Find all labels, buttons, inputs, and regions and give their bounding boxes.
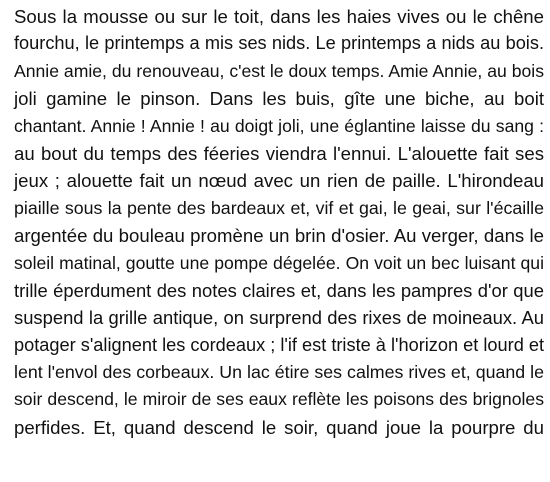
text-line-10: soleil matinal, goutte une pompe dégelée. On voit un bec luisant qui — [14, 252, 544, 273]
text-line-7: jeux ; alouette fait un nœud avec un rien de paille. L'hirondeau — [14, 170, 544, 192]
text-line-6: au bout du temps des féeries viendra l'ennui. L'alouette fait ses — [14, 142, 544, 164]
text-line-16: perfides. Et, quand descend le soir, quand joue la pourpre du — [14, 416, 544, 438]
text-line-8: piaille sous la pente des bardeaux et, vif et gai, le geai, sur l'écaille — [14, 197, 544, 218]
text-line-3: Annie amie, du renouveau, c'est le doux temps. Amie Annie, au bois — [14, 60, 544, 81]
text-line-9: argentée du bouleau promène un brin d'osier. Au verger, dans le — [14, 225, 544, 247]
text-line-15: soir descend, le miroir de ses eaux reflète les poisons des brignoles — [14, 389, 544, 410]
text-line-13: potager s'alignent les cordeaux ; l'if est triste à l'horizon et lourd et — [14, 334, 545, 355]
text-line-12: suspend la grille antique, on surprend des rixes de moineaux. Au — [14, 307, 544, 329]
text-line-11: trille éperdument des notes claires et, dans les pampres d'or que — [14, 279, 544, 301]
text-line-2: fourchu, le printemps a mis ses nids. Le printemps a nids au bois. — [14, 33, 544, 54]
text-line-4: joli gamine le pinson. Dans les buis, gîte une biche, au boit — [14, 88, 544, 110]
text-line-14: lent l'envol des corbeaux. Un lac étire ses calmes rives et, quand le — [14, 362, 544, 383]
text-line-1: Sous la mousse ou sur le toit, dans les haies vives ou le chêne — [14, 6, 544, 27]
text-line-5: chantant. Annie ! Annie ! au doigt joli, une églantine laisse du sang : — [14, 115, 544, 136]
paragraph — [14, 3, 544, 441]
